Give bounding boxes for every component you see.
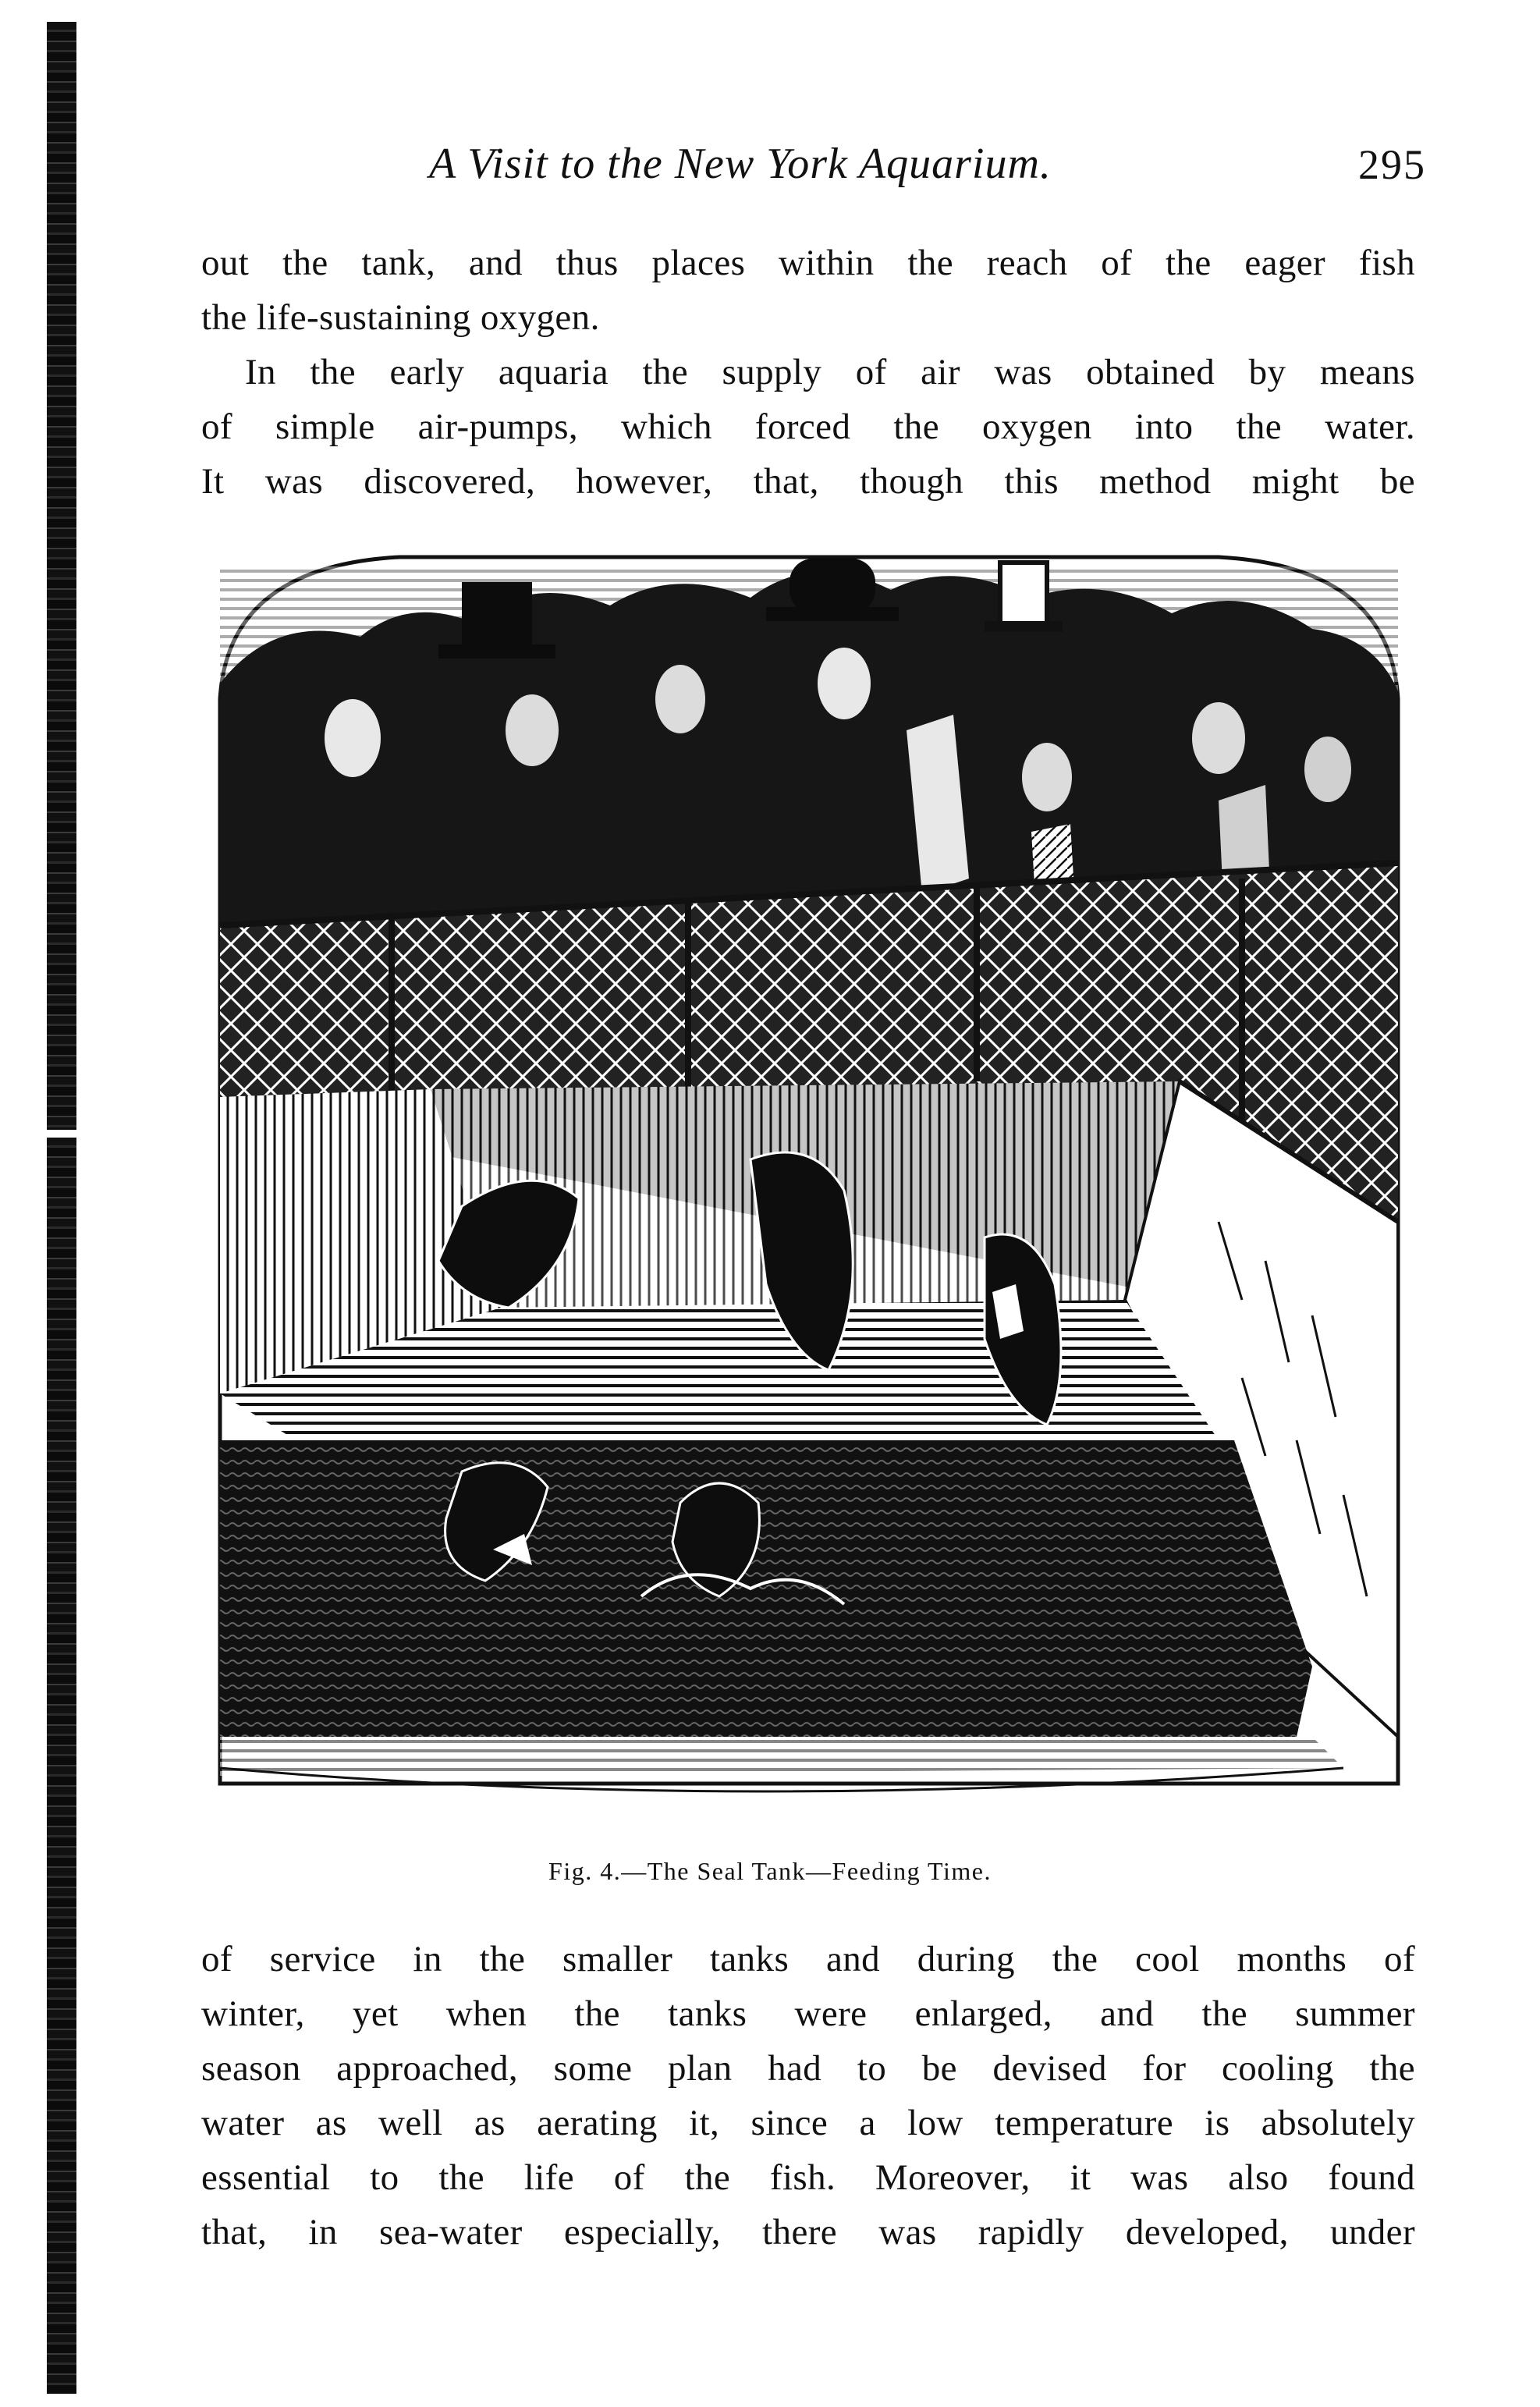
text-line: winter, yet when the tanks were enlarged, and the summer — [201, 1993, 1415, 2034]
text-line: water as well as aerating it, since a low temperature is absolutely — [201, 2103, 1415, 2143]
text-line: essential to the life of the fish. Moreover, it was also found — [201, 2157, 1415, 2198]
text-line: In the early aquaria the supply of air was obtained by means — [245, 352, 1415, 392]
scanned-binding-edge — [47, 22, 76, 2394]
figure-caption: Fig. 4.—The Seal Tank—Feeding Time. — [548, 1857, 992, 1885]
running-header-title: A Visit to the New York Aquarium. — [429, 140, 1052, 188]
text-line: out the tank, and thus places within the reach of the eager fish — [201, 243, 1415, 283]
engraving-image — [204, 520, 1410, 1830]
text-line: It was discovered, however, that, though this method might be — [201, 461, 1415, 502]
text-line: that, in sea-water especially, there was rapidly developed, under — [201, 2212, 1415, 2253]
text-line: season approached, some plan had to be devised for cooling the — [201, 2048, 1415, 2089]
paragraph-block-top — [201, 236, 1415, 509]
text-line: of simple air-pumps, which forced the oxygen into the water. — [201, 406, 1415, 447]
binding-edge-gap — [47, 1130, 101, 1138]
text-line: of service in the smaller tanks and during the cool months of — [201, 1939, 1415, 1979]
seal-tank-illustration — [204, 520, 1410, 1830]
paragraph-block-bottom — [201, 1932, 1415, 2260]
pool-water — [220, 1440, 1312, 1737]
text-line: the life-sustaining oxygen. — [201, 297, 600, 338]
page-number: 295 — [1358, 141, 1426, 188]
